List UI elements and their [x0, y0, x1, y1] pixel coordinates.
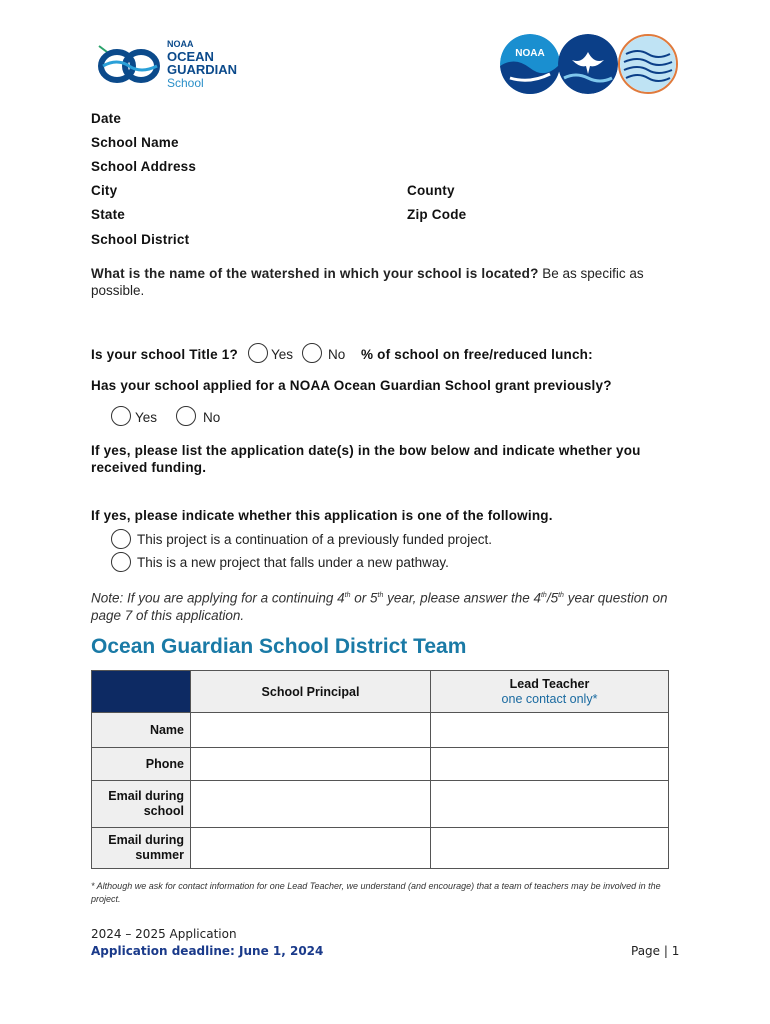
title1-no-label: No: [328, 347, 346, 362]
principal-email-summer-input[interactable]: [191, 828, 431, 869]
prev-grant-no-radio[interactable]: [176, 406, 196, 426]
ocean-guardian-logo: [95, 38, 238, 90]
title1-no-radio[interactable]: [302, 343, 322, 363]
table-row: [92, 748, 669, 781]
email-school-text-1: Email during: [108, 789, 184, 803]
note-part-3: year, please answer the 4: [383, 590, 541, 606]
name-row-text: Name: [149, 722, 184, 737]
prev-grant-yes-radio[interactable]: [111, 406, 131, 426]
note-sup-3: th: [540, 592, 547, 599]
teacher-phone-input[interactable]: [431, 748, 669, 781]
title1-yes-radio[interactable]: [248, 343, 268, 363]
email-summer-row-label: [92, 828, 191, 869]
city-label: City: [91, 183, 118, 198]
continuing-year-note: [91, 587, 681, 624]
teacher-email-school-input[interactable]: [431, 781, 669, 828]
lead-teacher-header: [431, 671, 669, 713]
school-name-label: School Name: [91, 135, 179, 150]
logo-noaa-text: NOAA: [167, 39, 194, 49]
principal-header-text: School Principal: [261, 684, 360, 699]
noaa-seal-label: NOAA: [515, 48, 545, 59]
title1-yes-label: Yes: [271, 347, 294, 362]
new-project-label: This is a new project that falls under a new pathway.: [137, 555, 449, 570]
school-district-label: School District: [91, 232, 190, 247]
table-row: [92, 713, 669, 748]
state-label: State: [91, 207, 126, 222]
note-part-4: /5: [546, 590, 559, 606]
principal-phone-input[interactable]: [191, 748, 431, 781]
teacher-email-summer-input[interactable]: [431, 828, 669, 869]
email-summer-text-2: summer: [135, 848, 184, 862]
note-part-5: year question on page 7 of this application.: [91, 590, 668, 623]
zip-code-label: Zip Code: [407, 207, 467, 222]
application-type-question: If yes, please indicate whether this application is one of the following.: [91, 508, 553, 523]
title1-question: Is your school Title 1?: [91, 347, 238, 362]
noaa-seal-icon: [500, 34, 560, 94]
watershed-question: [91, 265, 661, 299]
footer-year: 2024 – 2025 Application: [91, 927, 237, 941]
note-sup-1: th: [344, 592, 351, 599]
date-label: Date: [91, 111, 122, 126]
teacher-name-input[interactable]: [431, 713, 669, 748]
prev-grant-no-label: No: [203, 410, 221, 425]
waves-seal-icon: [618, 34, 678, 94]
table-row: [92, 781, 669, 828]
og-logo-icon: [95, 42, 165, 88]
county-label: County: [407, 183, 455, 198]
whale-tail-seal-icon: [558, 34, 618, 94]
note-sup-4: th: [558, 592, 564, 599]
lead-teacher-header-text: Lead Teacher: [509, 676, 590, 691]
continuation-label: This project is a continuation of a previously funded project.: [137, 532, 492, 547]
principal-name-input[interactable]: [191, 713, 431, 748]
watershed-hint: Be as specific as possible.: [91, 266, 644, 298]
school-address-label: School Address: [91, 159, 197, 174]
district-team-title: Ocean Guardian School District Team: [91, 635, 467, 658]
footer-page-number: Page | 1: [631, 944, 680, 958]
logo-guardian-text: GUARDIAN: [167, 62, 238, 77]
watershed-question-text: What is the name of the watershed in which your school is located?: [91, 266, 539, 281]
new-project-radio[interactable]: [111, 552, 131, 572]
note-part-1: Note: If you are applying for a continuing 4: [91, 590, 345, 606]
principal-email-school-input[interactable]: [191, 781, 431, 828]
footer-deadline: Application deadline: June 1, 2024: [91, 944, 324, 958]
phone-row-label: [92, 748, 191, 781]
email-summer-text-1: Email during: [108, 833, 184, 847]
note-sup-2: th: [377, 592, 384, 599]
free-lunch-label: % of school on free/reduced lunch:: [361, 347, 593, 362]
district-team-table: [91, 670, 669, 869]
lead-teacher-footnote: * Although we ask for contact information for one Lead Teacher, we understand (and encourage) that a team of teachers may be involved in the project.: [91, 881, 661, 904]
prev-grant-yes-label: Yes: [135, 410, 158, 425]
table-row: [92, 828, 669, 869]
logo-school-text: School: [167, 76, 204, 90]
logo-ocean-text: OCEAN: [167, 49, 214, 64]
prev-grant-followup: If yes, please list the application date(s) in the bow below and indicate whether you received funding.: [91, 443, 641, 475]
table-corner-cell: [92, 671, 191, 713]
note-part-2: or 5: [350, 590, 378, 606]
continuation-radio[interactable]: [111, 529, 131, 549]
phone-row-text: Phone: [145, 756, 184, 771]
email-school-row-label: [92, 781, 191, 828]
principal-header: [191, 671, 431, 713]
email-school-text-2: school: [143, 804, 184, 818]
name-row-label: [92, 713, 191, 748]
lead-teacher-subtext: one contact only*: [501, 691, 598, 706]
prev-grant-question: Has your school applied for a NOAA Ocean Guardian School grant previously?: [91, 378, 612, 393]
